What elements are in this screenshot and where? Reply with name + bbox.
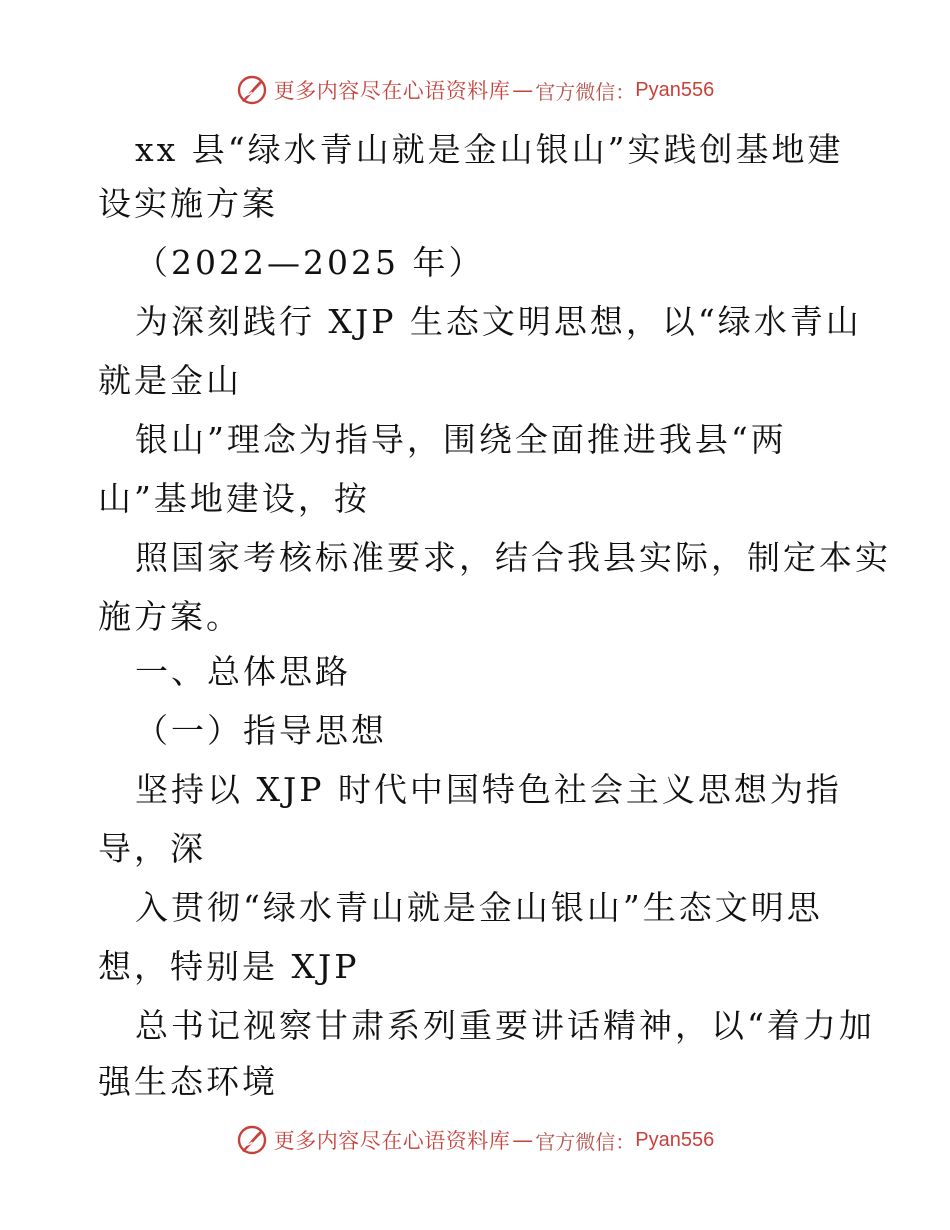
footer-watermark xyxy=(0,1120,950,1160)
doc-paragraph-line: 总书记视察甘肃系列重要讲话精神，以“着力加 xyxy=(135,1006,875,1045)
watermark-contact-label: 官方微信： xyxy=(535,1129,636,1154)
doc-subtitle-years: （2022—2025 年） xyxy=(135,243,485,282)
doc-paragraph-line: 想，特别是 XJP xyxy=(98,947,360,986)
doc-paragraph-line: 银山”理念为指导，围绕全面推进我县“两 xyxy=(135,420,787,459)
watermark-dash: — xyxy=(512,78,534,102)
watermark-contact-id: Pyan556 xyxy=(635,1128,715,1151)
watermark-text: 更多内容尽在心语资料库 xyxy=(273,1129,511,1153)
header-watermark xyxy=(0,70,950,110)
doc-paragraph-line: 导，深 xyxy=(98,829,206,868)
fountain-pen-circle-icon xyxy=(236,74,268,106)
doc-paragraph-line: 就是金山 xyxy=(98,361,242,400)
doc-section-heading: 一、总体思路 xyxy=(135,652,351,691)
doc-paragraph-line: 为深刻践行 XJP 生态文明思想，以“绿水青山 xyxy=(135,302,862,341)
doc-paragraph-line: 强生态环境 xyxy=(98,1062,278,1101)
doc-paragraph-line: 山”基地建设，按 xyxy=(98,479,370,518)
doc-subsection-heading: （一）指导思想 xyxy=(135,711,387,750)
doc-paragraph-line: 坚持以 XJP 时代中国特色社会主义思想为指 xyxy=(135,770,842,809)
doc-title-line-2: 设实施方案 xyxy=(98,184,278,223)
watermark-contact-label: 官方微信： xyxy=(535,79,636,104)
watermark-text: 更多内容尽在心语资料库 xyxy=(273,79,511,103)
doc-paragraph-line: 照国家考核标准要求，结合我县实际，制定本实 xyxy=(135,538,891,577)
doc-title-line-1: xx 县“绿水青山就是金山银山”实践创基地建 xyxy=(135,130,844,169)
doc-paragraph-line: 入贯彻“绿水青山就是金山银山”生态文明思 xyxy=(135,888,823,927)
watermark-contact-id: Pyan556 xyxy=(635,78,715,101)
fountain-pen-circle-icon xyxy=(236,1124,268,1156)
watermark-dash: — xyxy=(512,1128,534,1152)
doc-paragraph-line: 施方案。 xyxy=(98,597,242,636)
